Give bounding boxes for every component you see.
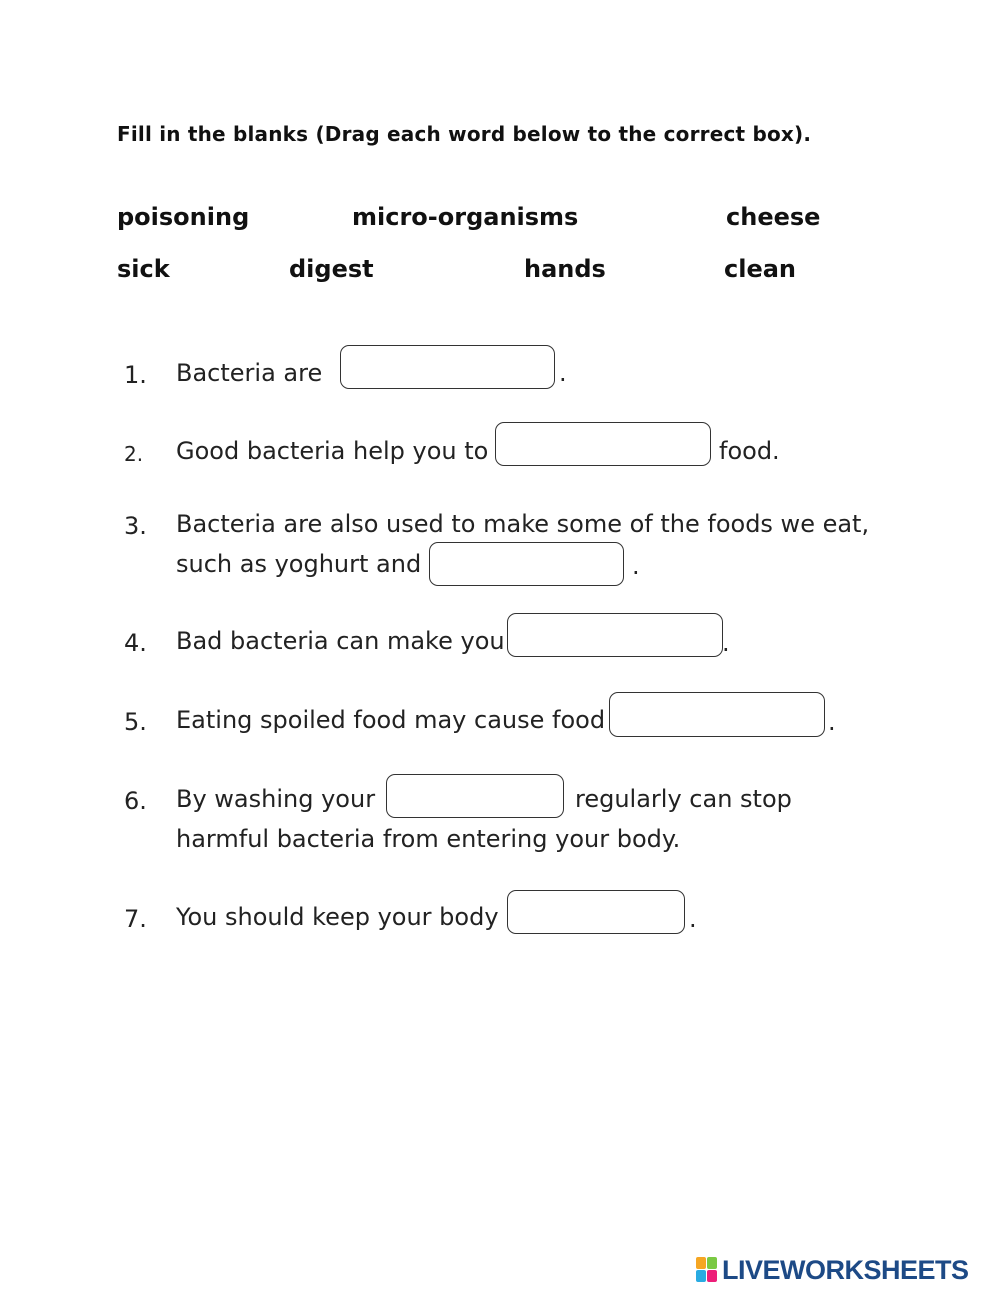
question-text: Good bacteria help you to: [176, 437, 489, 465]
question-text-after: regularly can stop: [575, 785, 792, 813]
question-text-after: .: [632, 552, 640, 580]
question-number: 6.: [124, 787, 147, 815]
question-number: 3.: [124, 512, 147, 540]
instructions-text: Fill in the blanks (Drag each word below to the correct box).: [117, 122, 812, 146]
question-text-after: .: [828, 708, 836, 736]
question-number: 1.: [124, 361, 147, 389]
answer-box-3[interactable]: [429, 542, 624, 586]
word-micro-organisms[interactable]: micro-organisms: [352, 203, 579, 231]
word-clean[interactable]: clean: [724, 255, 797, 283]
question-text: Bad bacteria can make you: [176, 627, 505, 655]
question-number: 4.: [124, 629, 147, 657]
question-text-after: food.: [719, 437, 780, 465]
question-text: such as yoghurt and: [176, 550, 422, 578]
answer-box-7[interactable]: [507, 890, 685, 934]
question-text-line1: Bacteria are also used to make some of the foods we eat,: [176, 510, 870, 538]
word-sick[interactable]: sick: [117, 255, 170, 283]
question-text: Eating spoiled food may cause food: [176, 706, 606, 734]
answer-box-4[interactable]: [507, 613, 723, 657]
answer-box-2[interactable]: [495, 422, 711, 466]
logo-icon: [696, 1257, 718, 1283]
question-text-after: .: [689, 905, 697, 933]
word-cheese[interactable]: cheese: [726, 203, 821, 231]
word-poisoning[interactable]: poisoning: [117, 203, 250, 231]
answer-box-5[interactable]: [609, 692, 825, 737]
question-number: 7.: [124, 905, 147, 933]
answer-box-1[interactable]: [340, 345, 555, 389]
word-hands[interactable]: hands: [524, 255, 606, 283]
question-number: 2.: [124, 442, 144, 466]
question-number: 5.: [124, 708, 147, 736]
question-text: Bacteria are: [176, 359, 323, 387]
answer-box-6[interactable]: [386, 774, 564, 818]
question-text: By washing your: [176, 785, 376, 813]
question-text-after: .: [722, 629, 730, 657]
brand-name: LIVEWORKSHEETS: [722, 1254, 969, 1285]
question-text: You should keep your body: [176, 903, 499, 931]
question-text-after: .: [559, 359, 567, 387]
liveworksheets-logo: [696, 1255, 969, 1285]
word-digest[interactable]: digest: [289, 255, 374, 283]
question-text-line2: harmful bacteria from entering your body.: [176, 825, 681, 853]
